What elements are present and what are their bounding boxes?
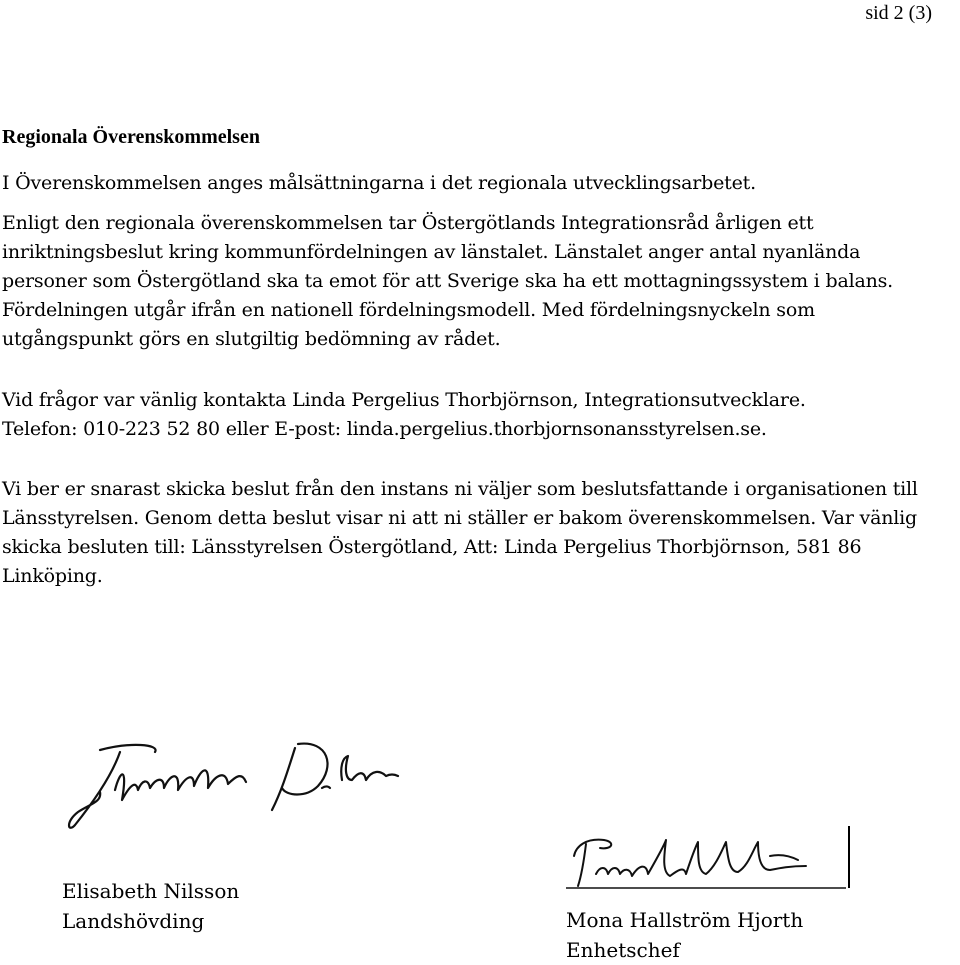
signature-right [566,826,856,906]
request-paragraph: Vi ber er snarast skicka beslut från den instans ni väljer som beslutsfattande i organisationen till Länsstyrelsen. Genom detta beslut visar ni att ni ställer er bakom överenskommelsen. Var vänlig skicka besluten till: Länsstyrelsen Östergötland, Att: Linda Pergelius Thorbjörnson, 581 86 Linköping. [2,478,918,587]
section-heading: Regionala Överenskommelsen [2,126,260,148]
signatory-left [62,876,239,936]
contact-paragraph [2,386,942,444]
signatory-left-title: Landshövding [62,909,205,933]
signature-left [60,730,400,840]
contact-line-2: Telefon: 010-223 52 80 eller E-post: linda.pergelius.thorbjornsonansstyrelsen.se. [2,418,767,440]
signatory-right [566,905,803,965]
contact-line-1: Vid frågor var vänlig kontakta Linda Pergelius Thorbjörnson, Integrationsutvecklare. [2,389,806,411]
allocation-paragraph: Enligt den regionala överenskommelsen tar Östergötlands Integrationsråd årligen ett inriktningsbeslut kring kommunfördelningen av länstalet. Länstalet anger antal nyanlända personer som Östergötland ska ta emot för att Sverige ska ha ett mottagningssystem i balans. Fördelningen utgår ifrån en nationell fördelningsmodell. Med fördelningsnyckeln som utgångspunkt görs en slutgiltig bedömning av rådet. [2,212,894,350]
signatory-left-name: Elisabeth Nilsson [62,879,240,903]
page-number: sid 2 (3) [865,2,932,24]
signatory-right-name: Mona Hallström Hjorth [566,908,804,932]
intro-paragraph: I Överenskommelsen anges målsättningarna i det regionala utvecklingsarbetet. [2,172,756,194]
signature-box-edge [848,826,850,888]
signatory-right-title: Enhetschef [566,938,680,962]
